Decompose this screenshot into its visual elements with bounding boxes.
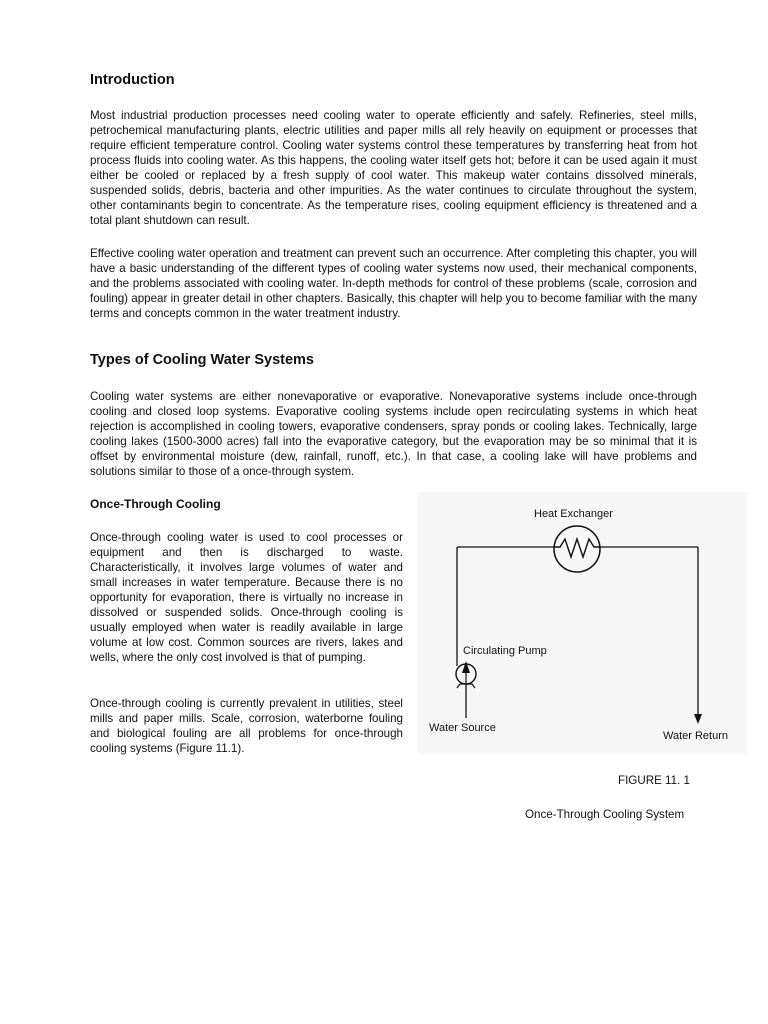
introduction-paragraph-2: Effective cooling water operation and treatment can prevent such an occurrence. After completing this chapter, you will have a basic understanding of the different types of cooling water systems now used, their mechanical components, and the problems associated with cooling water. In-depth methods for control of these problems (scale, corrosion and fouling) appear in greater detail in other chapters. Basically, this chapter will help you to become familiar with the many terms and concepts common in the water treatment industry. xyxy=(90,247,697,320)
once-through-cooling-diagram xyxy=(417,492,747,754)
once-through-paragraph-1: Once-through cooling water is used to cool processes or equipment and then is discharged to waste. Characteristically, it involves large volumes of water and small increases in water temperature. Because there is no opportunity for evaporation, there is virtually no increase in dissolved or suspended solids. Once-through cooling is usually employed when water is readily available in large volume at low cost. Common sources are rivers, lakes and wells, where the only cost involved is that of pumping. xyxy=(90,531,403,664)
figure-number: FIGURE 11. 1 xyxy=(618,774,690,787)
once-through-heading: Once-Through Cooling xyxy=(90,497,221,511)
circulating-pump-label: Circulating Pump xyxy=(463,645,547,657)
water-source-label: Water Source xyxy=(429,722,496,734)
types-heading: Types of Cooling Water Systems xyxy=(90,352,314,368)
water-return-label: Water Return xyxy=(663,730,729,742)
figure-caption: Once-Through Cooling System xyxy=(525,808,685,821)
introduction-heading: Introduction xyxy=(90,72,175,88)
heat-exchanger-label: Heat Exchanger xyxy=(534,508,613,520)
introduction-paragraph-1: Most industrial production processes need cooling water to operate efficiently and safely. Refineries, steel mills, petrochemical manufacturing plants, electric utilities and paper mills all rely heavily on equipment or processes that require efficient temperature control. Cooling water systems control these temperatures by transferring heat from hot process fluids into cooling water. As this happens, the cooling water itself gets hot; before it can be used again it must either be cooled or replaced by a fresh supply of cool water. This makeup water contains dissolved minerals, suspended solids, debris, bacteria and other impurities. As the water continues to circulate throughout the system, other contaminants begin to concentrate. As the temperature rises, cooling equipment efficiency is threatened and a total plant shutdown can result. xyxy=(90,109,697,227)
once-through-paragraph-2: Once-through cooling is currently prevalent in utilities, steel mills and paper mills. Scale, corrosion, waterborne fouling and biological fouling are all problems for once-through cooling systems (Figure 11.1). xyxy=(90,697,403,755)
types-paragraph: Cooling water systems are either nonevaporative or evaporative. Nonevaporative systems include once-through cooling and closed loop systems. Evaporative cooling systems include open recirculating systems in which heat rejection is accomplished in cooling towers, evaporative condensers, spray ponds or cooling lakes. Technically, large cooling lakes (1500-3000 acres) fall into the evaporative category, but the evaporation may be so minimal that it is offset by environmental moisture (dew, rainfall, runoff, etc.). In that case, a cooling lake will have problems and solutions similar to those of a once-through system. xyxy=(90,390,697,478)
